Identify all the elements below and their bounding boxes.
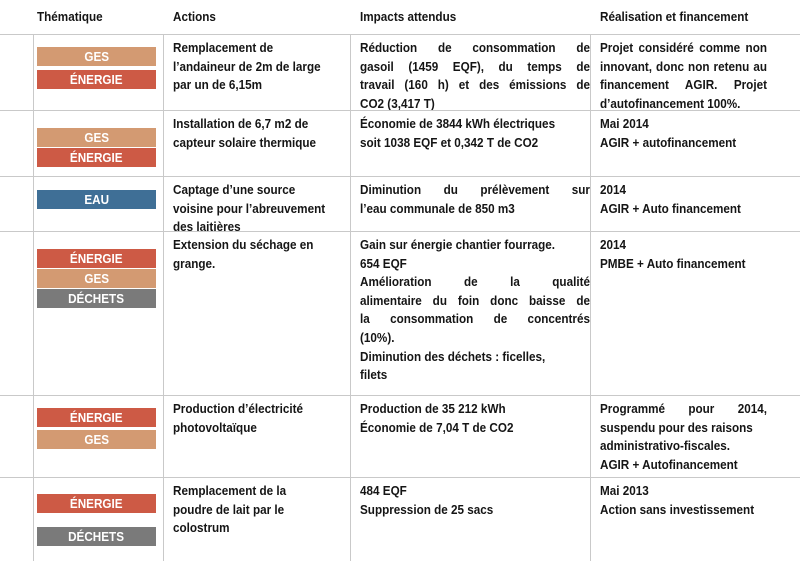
action-line: des laitières	[173, 219, 241, 235]
theme-badge-energie	[37, 148, 156, 167]
impacts-line: Amélioration de la qualité	[360, 274, 590, 290]
action-line: colostrum	[173, 520, 230, 536]
impacts-line: Diminution des déchets : ficelles,	[360, 348, 546, 364]
theme-badge-ges	[37, 128, 156, 147]
theme-badge-label: GES	[84, 432, 109, 447]
row-separator	[0, 231, 800, 232]
theme-badge-label: ÉNERGIE	[70, 72, 123, 87]
theme-badge-energie	[37, 249, 156, 268]
action-line: grange.	[173, 255, 216, 271]
realisation-line: Programmé pour 2014,	[600, 401, 767, 416]
realisation-line: 2014	[600, 182, 627, 197]
cell-realisation	[600, 482, 767, 519]
cell-action	[173, 236, 348, 273]
cell-realisation	[600, 236, 767, 273]
theme-badge-energie	[37, 70, 156, 89]
theme-badge-eau	[37, 190, 156, 209]
theme-badge-ges	[37, 269, 156, 288]
realisation-line: Mai 2013	[600, 483, 649, 498]
theme-badge-label: GES	[84, 130, 109, 145]
action-line: Remplacement de la	[173, 483, 287, 498]
cell-action	[173, 115, 348, 152]
theme-badge-label: GES	[84, 49, 109, 64]
impacts-line: soit 1038 EQF et 0,342 T de CO2	[360, 134, 539, 150]
theme-badge-label: DÉCHETS	[68, 529, 125, 544]
impacts-line: la consommation de concentrés	[360, 311, 590, 327]
realisation-line: innovant, donc non retenu au	[600, 58, 767, 74]
cell-realisation	[600, 181, 767, 218]
realisation-line: financement AGIR. Projet	[600, 77, 767, 93]
cell-action	[173, 181, 348, 237]
realisation-line: PMBE + Auto financement	[600, 255, 746, 271]
realisation-line: Projet considéré comme non	[600, 40, 767, 55]
impacts-line: 654 EQF	[360, 255, 407, 271]
realisation-line: Action sans investissement	[600, 501, 755, 517]
header-realisation: Réalisation et financement	[600, 9, 749, 24]
action-line: Installation de 6,7 m2 de	[173, 116, 309, 131]
action-line: photovoltaïque	[173, 419, 257, 435]
realisation-line: AGIR + autofinancement	[600, 134, 737, 150]
impacts-line: Économie de 7,04 T de CO2	[360, 419, 514, 435]
theme-badge-label: DÉCHETS	[68, 291, 125, 306]
cell-impacts	[360, 482, 590, 519]
realisation-line: suspendu pour des raisons	[600, 419, 753, 435]
impacts-line: travail (160 h) et des émissions de	[360, 77, 590, 93]
theme-badge-ges	[37, 430, 156, 449]
impacts-line: (10%).	[360, 329, 395, 345]
cell-impacts	[360, 400, 590, 437]
column-separator	[350, 35, 351, 561]
cell-impacts	[360, 39, 590, 113]
impacts-line: gasoil (1459 EQF), du temps de	[360, 58, 590, 74]
cell-impacts	[360, 181, 590, 218]
impacts-line: l’eau communale de 850 m3	[360, 200, 515, 216]
realisation-line: 2014	[600, 237, 627, 252]
realisation-line: AGIR + Autofinancement	[600, 456, 738, 472]
theme-badge-label: ÉNERGIE	[70, 251, 123, 266]
cell-realisation	[600, 115, 767, 152]
column-separator	[590, 35, 591, 561]
impacts-line: Gain sur énergie chantier fourrage.	[360, 237, 556, 252]
header-thematique: Thématique	[37, 9, 103, 24]
action-line: l’andaineur de 2m de large	[173, 58, 321, 74]
action-line: Extension du séchage en	[173, 237, 314, 252]
header-actions: Actions	[173, 9, 216, 24]
realisation-line: AGIR + Auto financement	[600, 200, 741, 216]
row-separator	[0, 34, 800, 35]
impacts-line: CO2 (3,417 T)	[360, 95, 435, 111]
cell-impacts	[360, 236, 590, 385]
theme-badge-energie	[37, 408, 156, 427]
realisation-line: Mai 2014	[600, 116, 649, 131]
theme-badge-label: EAU	[84, 192, 109, 207]
column-separator	[33, 35, 34, 561]
action-line: capteur solaire thermique	[173, 134, 317, 150]
theme-badge-ges	[37, 47, 156, 66]
cell-realisation	[600, 400, 767, 474]
impacts-line: Diminution du prélèvement sur	[360, 182, 590, 197]
theme-badge-energie	[37, 494, 156, 513]
theme-badge-label: ÉNERGIE	[70, 150, 123, 165]
impacts-line: alimentaire du foin donc baisse de	[360, 292, 590, 308]
cell-action	[173, 482, 348, 538]
impacts-line: filets	[360, 367, 388, 383]
action-line: par un de 6,15m	[173, 77, 263, 93]
header-impacts: Impacts attendus	[360, 9, 457, 24]
theme-badge-dechets	[37, 527, 156, 546]
impacts-line: Production de 35 212 kWh	[360, 401, 506, 416]
action-line: voisine pour l’abreuvement	[173, 200, 326, 216]
impacts-line: Réduction de consommation de	[360, 40, 590, 55]
realisation-line: d’autofinancement 100%.	[600, 95, 741, 111]
impacts-line: Suppression de 25 sacs	[360, 501, 494, 517]
theme-badge-label: GES	[84, 271, 109, 286]
action-line: Captage d’une source	[173, 182, 296, 197]
table-header	[0, 0, 800, 34]
action-line: Remplacement de	[173, 40, 274, 55]
theme-badge-label: ÉNERGIE	[70, 410, 123, 425]
column-separator	[163, 35, 164, 561]
impacts-line: Économie de 3844 kWh électriques	[360, 116, 556, 131]
impacts-line: 484 EQF	[360, 483, 407, 498]
cell-impacts	[360, 115, 590, 152]
row-separator	[0, 395, 800, 396]
row-separator	[0, 110, 800, 111]
cell-action	[173, 400, 348, 437]
action-line: Production d’électricité	[173, 401, 304, 416]
theme-badge-label: ÉNERGIE	[70, 496, 123, 511]
cell-action	[173, 39, 348, 95]
row-separator	[0, 176, 800, 177]
theme-badge-dechets	[37, 289, 156, 308]
realisation-line: administrativo-fiscales.	[600, 438, 731, 454]
action-line: poudre de lait par le	[173, 501, 285, 517]
cell-realisation	[600, 39, 767, 113]
row-separator	[0, 477, 800, 478]
